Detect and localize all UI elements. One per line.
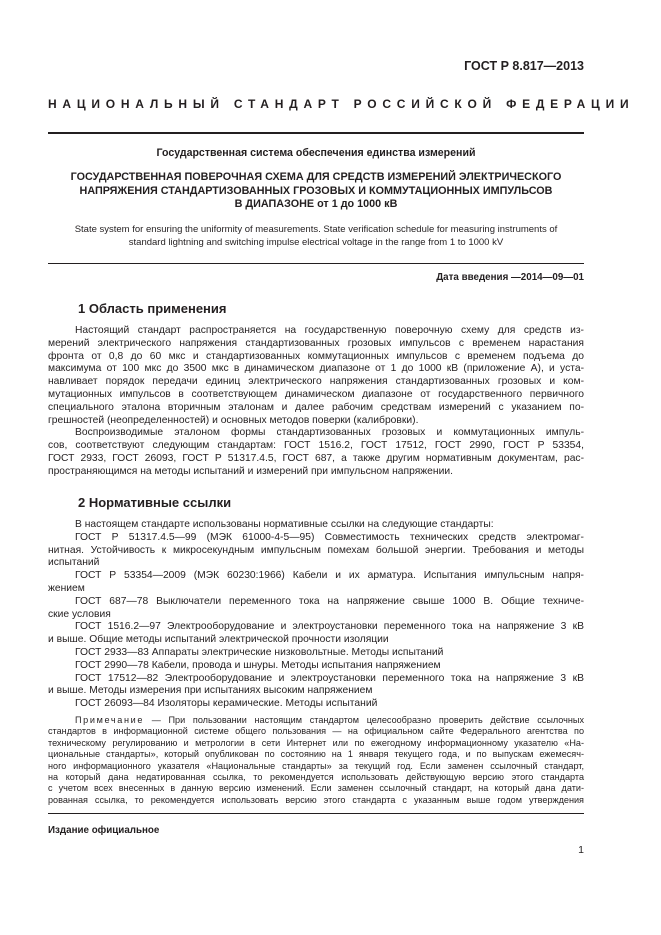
official-edition-label: Издание официальное	[48, 825, 160, 836]
note-line: техническому регулированию и метрологии в сети Интернет или по ежегодному информационному указателю «На-	[48, 737, 584, 748]
note-label: Примечание	[75, 715, 145, 725]
note-text: — При пользовании настоящим стандартом целесообразно проверить действие ссылочных	[144, 715, 584, 725]
reference-line: ГОСТ Р 53354—2009 (МЭК 60230:1966) Кабели и их арматура. Испытания импульсным напря-	[75, 570, 584, 582]
reference-line: ГОСТ 2990—78 Кабели, провода и шнуры. Методы испытания напряжением	[75, 659, 441, 671]
title-divider	[48, 263, 584, 264]
page-number: 1	[578, 844, 584, 856]
paragraph-line: В настоящем стандарте использованы нормативные ссылки на следующие стандарты:	[75, 519, 494, 530]
title-line: В ДИАПАЗОНЕ от 1 до 1000 кВ	[234, 198, 398, 210]
paragraph-line: мутационных импульсов в соответствующем динамическом диапазоне от государственного первичного	[48, 388, 584, 400]
section-2-heading: 2 Нормативные ссылки	[78, 495, 232, 510]
paragraph-line: грешностей (неопределенностей) и основных методов поверки (калибровки).	[48, 414, 419, 426]
note-line: рованная ссылка, то рекомендуется использовать версию этого стандарта с указанным выше годом утверждения	[48, 794, 584, 805]
paragraph-line: навливает порядок передачи единиц электрического напряжения стандартизованных грозовых и ком-	[48, 376, 584, 388]
reference-line: испытаний	[48, 557, 100, 569]
english-title-line: standard lightning and switching impulse electrical voltage in the range from 1 to 1000 kV	[128, 236, 504, 248]
paragraph-line: пространяющимся на методы испытаний и измерений при импульсном напряжении.	[48, 465, 453, 477]
paragraph-line: ГОСТ 2933, ГОСТ 26093, ГОСТ Р 51317.4.5, ГОСТ 687, а также другим нормативным документам, рас-	[48, 452, 584, 464]
note-line	[48, 715, 584, 726]
introduction-date: Дата введения —2014—09—01	[436, 272, 584, 283]
reference-line: ГОСТ 26093—84 Изоляторы керамические. Методы испытаний	[75, 698, 378, 710]
note-block	[48, 715, 584, 806]
paragraph-line: сов, соответствуют следующим стандартам: ГОСТ 1516.2, ГОСТ 17512, ГОСТ 2990, ГОСТ Р 53354,	[48, 440, 584, 452]
reference-line: нитная. Устойчивость к микросекундным импульсным помехам большой энергии. Требования и методы	[48, 544, 584, 556]
reference-line: ГОСТ 2933—83 Аппараты электрические низковольтные. Методы испытаний	[75, 646, 444, 658]
paragraph-line: максимума от 100 мкс до 3500 мкс в динамическом диапазоне от 1 до 1000 кВ (приложение А), и уста-	[48, 363, 584, 375]
title-line: НАПРЯЖЕНИЯ СТАНДАРТИЗОВАННЫХ ГРОЗОВЫХ И КОММУТАЦИОННЫХ ИМПУЛЬСОВ	[79, 184, 553, 197]
reference-line: ские условия	[48, 608, 111, 620]
document-title	[48, 171, 584, 212]
standard-code: ГОСТ Р 8.817—2013	[464, 59, 584, 73]
section-1-heading: 1 Область применения	[78, 301, 227, 316]
paragraph-line: Настоящий стандарт распространяется на государственную поверочную схему для средств из-	[75, 325, 584, 336]
paragraph-line: специального эталона вторичным эталонам и далее рабочим средствам измерений с указанием по-	[48, 401, 584, 413]
title-line: ГОСУДАРСТВЕННАЯ ПОВЕРОЧНАЯ СХЕМА ДЛЯ СРЕДСТВ ИЗМЕРЕНИЙ ЭЛЕКТРИЧЕСКОГО	[70, 171, 562, 183]
section-2-body	[48, 519, 584, 711]
section-1-body	[48, 325, 584, 479]
note-line: на который дана недатированная ссылка, то рекомендуется использовать действующую версию этого стандарта	[48, 772, 584, 783]
header-divider	[48, 132, 584, 134]
note-line: с учетом всех внесенных в данную версию изменений. Если заменен ссылочный стандарт, на который дана дати-	[48, 783, 584, 794]
system-title: Государственная система обеспечения единства измерений	[156, 147, 476, 159]
note-line: циональные стандарты», который опубликован по состоянию на 1 января текущего года, и по выпускам ежемесяч-	[48, 749, 584, 760]
paragraph-line: мерений электрического напряжения стандартизованных грозовых импульсов с временем нарастания	[48, 337, 584, 349]
reference-line: ГОСТ 1516.2—97 Электрооборудование и электроустановки переменного тока на напряжение 3 кВ	[75, 621, 584, 633]
reference-line: ГОСТ 687—78 Выключатели переменного тока на напряжение свыше 1000 В. Общие техниче-	[75, 595, 584, 607]
reference-line: и выше. Общие методы испытаний электрической прочности изоляции	[48, 634, 389, 646]
reference-line: ГОСТ Р 51317.4.5—99 (МЭК 61000-4-5—95) Совместимость технических средств электромаг-	[75, 531, 584, 543]
paragraph-line: Воспроизводимые эталоном формы стандартизованных грозовых и коммутационных импуль-	[75, 427, 584, 439]
note-line: стандартов в информационной системе общего пользования — на официальном сайте Федерального агентства по	[48, 726, 584, 737]
footer-divider	[48, 813, 584, 814]
reference-line: ГОСТ 17512—82 Электрооборудование и электроустановки переменного тока на напряжение 3 кВ	[75, 672, 584, 684]
english-title-line: State system for ensuring the uniformity of measurements. State verification schedule for measuring instruments of	[74, 224, 558, 235]
reference-line: и выше. Методы измерения при испытаниях высоким напряжением	[48, 685, 373, 697]
paragraph-line: фронта от 0,8 до 60 мкс и стандартизованных коммутационных импульсов с временем подъема до	[48, 350, 584, 362]
national-standard-banner: НАЦИОНАЛЬНЫЙ СТАНДАРТ РОССИЙСКОЙ ФЕДЕРАЦИИ	[48, 97, 635, 111]
english-title	[48, 224, 584, 249]
reference-line: жением	[48, 582, 85, 594]
note-line: ного информационного указателя «Национальные стандарты» за текущий год. Если заменен ссылочный стандарт,	[48, 760, 584, 771]
